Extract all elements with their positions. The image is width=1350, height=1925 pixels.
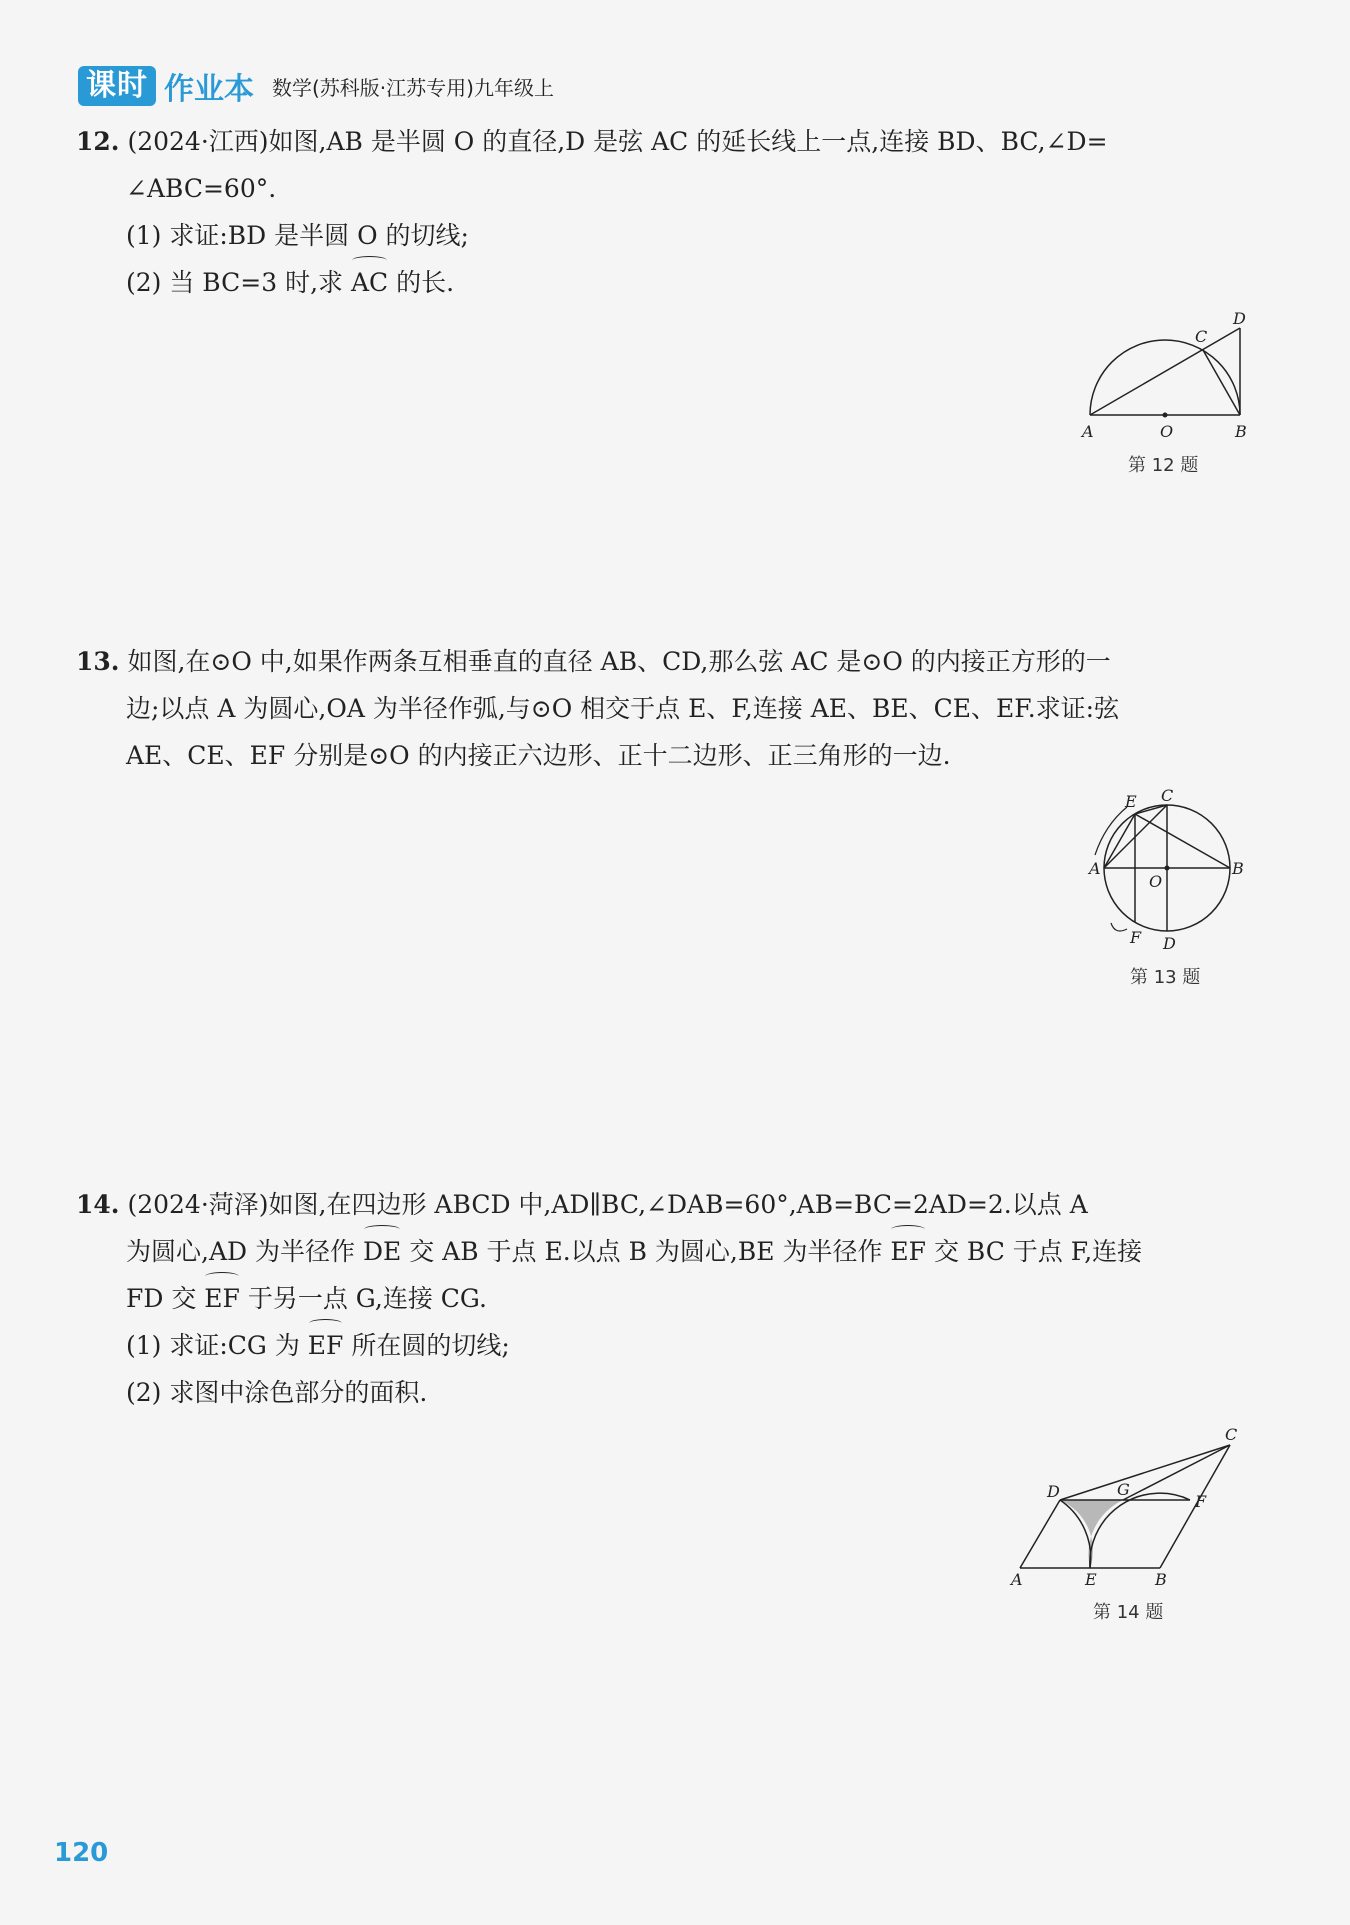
label-c: C (1195, 327, 1208, 346)
problem-number: 14. (76, 1190, 120, 1219)
caption-14: 第 14 题 (1093, 1602, 1164, 1623)
problem-text: FD 交 EF 于另一点 G,连接 CG. (76, 1275, 1251, 1322)
arc-label: AC (351, 259, 388, 306)
page-number: 120 (54, 1838, 109, 1868)
caption-13: 第 13 题 (1130, 967, 1201, 988)
label-o: O (1160, 422, 1174, 441)
center-point (1165, 866, 1170, 871)
label-b: B (1232, 859, 1244, 878)
label-g: G (1117, 1480, 1130, 1499)
center-point (1163, 413, 1168, 418)
problem-12 (76, 118, 1251, 306)
problem-text: 为圆心,AD 为半径作 DE 交 AB 于点 E.以点 B 为圆心,BE 为半径作 EF 交 BC 于点 F,连接 (76, 1228, 1251, 1275)
label-c: C (1161, 786, 1174, 805)
problem-14 (76, 1181, 1251, 1416)
part-2: (2) 求图中涂色部分的面积. (126, 1378, 428, 1407)
problem-text: ∠ABC=60°. (126, 174, 277, 203)
chord-be (1135, 814, 1230, 868)
arc-label: EF (890, 1228, 926, 1275)
problem-text: AE、CE、EF 分别是⊙O 的内接正六边形、正十二边形、正三角形的一边. (126, 741, 951, 770)
arc-mark (1111, 923, 1127, 931)
figure-12 (1080, 310, 1250, 445)
problem-number: 12. (76, 127, 120, 156)
logo-text: 作业本 (164, 72, 254, 107)
label-d: D (1047, 1482, 1060, 1501)
label-b: B (1235, 422, 1247, 441)
label-a: A (1089, 859, 1101, 878)
label-b: B (1155, 1570, 1167, 1589)
figure-14 (1005, 1425, 1250, 1590)
book-title: 数学(苏科版·江苏专用)九年级上 (272, 75, 554, 100)
arc-label: EF (204, 1275, 240, 1322)
problem-13 (76, 638, 1251, 779)
arc-label: DE (363, 1228, 401, 1275)
label-e: E (1125, 792, 1137, 811)
label-a: A (1082, 422, 1094, 441)
part-1: (1) 求证:CG 为 EF 所在圆的切线; (76, 1322, 1251, 1369)
problem-number: 13. (76, 647, 120, 676)
arc-mark (1095, 807, 1127, 855)
label-a: A (1011, 1570, 1023, 1589)
problem-text: (2024·江西)如图,AB 是半圆 O 的直径,D 是弦 AC 的延长线上一点,连接 BD、BC,∠D= (127, 127, 1108, 156)
label-e: E (1085, 1570, 1097, 1589)
problem-text: 边;以点 A 为圆心,OA 为半径作弧,与⊙O 相交于点 E、F,连接 AE、BE、CE、EF.求证:弦 (126, 694, 1120, 723)
line-bc (1203, 350, 1240, 415)
problem-text: 如图,在⊙O 中,如果作两条互相垂直的直径 AB、CD,那么弦 AC 是⊙O 的内接正方形的一 (127, 647, 1111, 676)
logo-box: 课时 (78, 66, 156, 106)
label-o: O (1149, 872, 1163, 891)
label-d: D (1163, 934, 1176, 953)
line-ad (1090, 328, 1240, 415)
label-c: C (1225, 1425, 1238, 1444)
label-f: F (1130, 928, 1142, 947)
part-2: (2) 当 BC=3 时,求 AC 的长. (76, 259, 1251, 306)
part-1: (1) 求证:BD 是半圆 O 的切线; (126, 221, 469, 250)
side-ad (1020, 1500, 1060, 1568)
caption-12: 第 12 题 (1128, 455, 1199, 476)
header (78, 64, 554, 108)
label-f: F (1195, 1492, 1207, 1511)
semicircle (1090, 340, 1240, 415)
problem-text: (2024·菏泽)如图,在四边形 ABCD 中,AD∥BC,∠DAB=60°,AB=BC=2AD=2.以点 A (127, 1190, 1088, 1219)
arc-label: EF (308, 1322, 344, 1369)
figure-13 (1085, 785, 1250, 955)
label-d: D (1233, 310, 1246, 328)
